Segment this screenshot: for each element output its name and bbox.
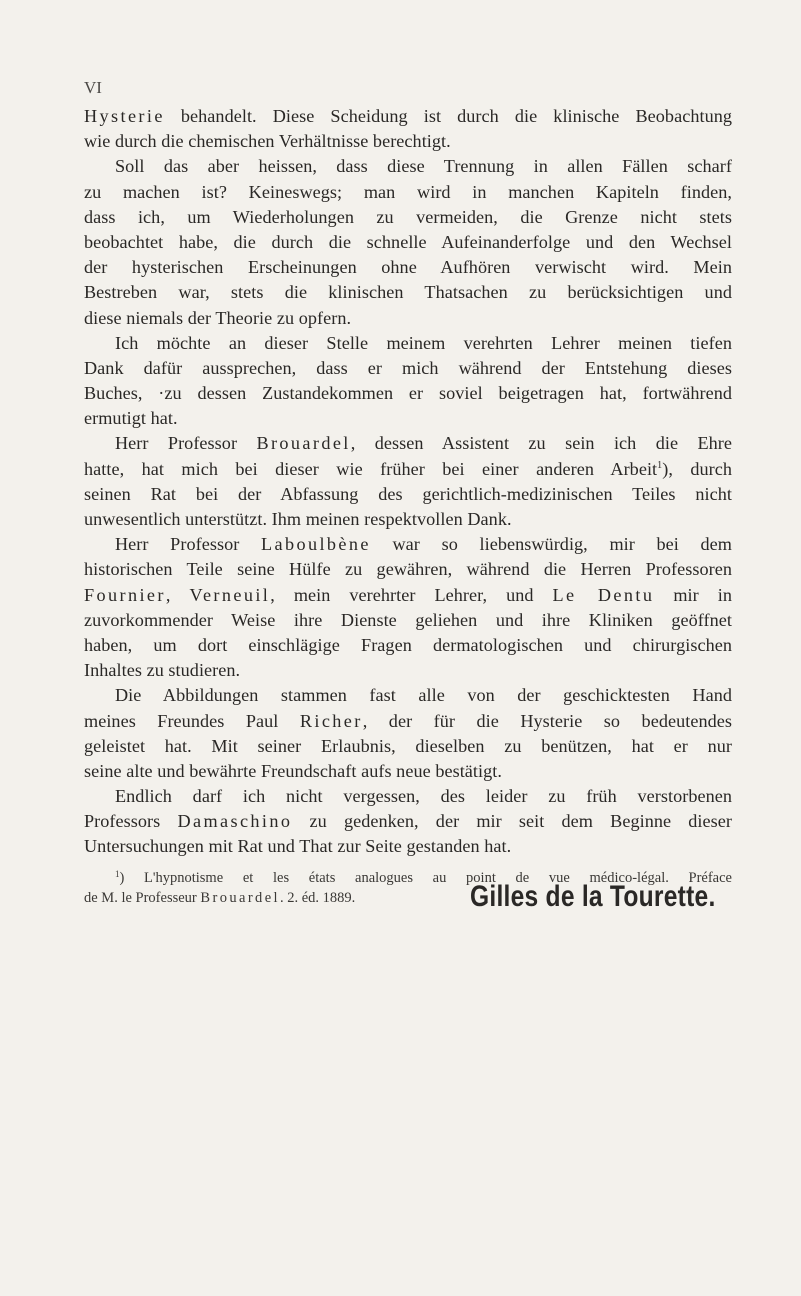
spaced-name: Richer xyxy=(299,710,363,731)
text-line: historischen Teile seine Hülfe zu gewähren, während die Herren Professoren xyxy=(84,559,732,580)
text-line: beobachtet habe, die durch die schnelle Aufeinanderfolge und den Wechsel xyxy=(84,231,732,252)
spaced-word: Hysterie xyxy=(84,106,165,126)
spaced-name: Verneuil xyxy=(189,584,271,605)
text-line: geleistet hat. Mit seiner Erlaubnis, dieselben zu benützen, hat er nur xyxy=(84,735,732,756)
text-line: Bestreben war, stets die klinischen Thatsachen zu berücksichtigen und xyxy=(84,282,732,303)
paragraph-start: Soll das aber heissen, dass diese Trennung in allen Fällen scharf xyxy=(115,156,732,177)
spaced-name: Brouardel xyxy=(200,889,280,906)
page-number: VI xyxy=(84,78,102,97)
footnote-reference: 1 xyxy=(657,459,663,471)
paragraph-start: Endlich darf ich nicht vergessen, des leider zu früh verstorbenen xyxy=(115,786,732,807)
text-line: Untersuchungen mit Rat und That zur Seite gestanden hat. xyxy=(84,836,512,857)
footnote-line: $^1$) L'hypnotisme et les états analogues au point de vue médico-légal. Préface xyxy=(115,868,732,886)
text-line: haben, um dort einschlägige Fragen dermatologischen und chirurgischen xyxy=(84,634,732,655)
footnote-mark: 1 xyxy=(115,868,120,879)
text-line: zuvorkommender Weise ihre Dienste geliehen und ihre Kliniken geöffnet xyxy=(84,609,732,630)
paragraph-start: Die Abbildungen stammen fast alle von der geschicktesten Hand xyxy=(115,685,732,706)
text-line: Inhaltes zu studieren. xyxy=(84,660,241,681)
spaced-name: Damaschino xyxy=(177,811,293,832)
paragraph-start: Herr Professor Laboulbène war so liebenswürdig, mir bei dem xyxy=(115,534,732,555)
spaced-name: Laboulbène xyxy=(260,534,371,555)
text-line: seinen Rat bei der Abfassung des gerichtlich-medizinischen Teiles nicht xyxy=(84,483,732,504)
text-line: wie durch die chemischen Verhältnisse berechtigt. xyxy=(84,131,451,152)
text-line: meines Freundes Paul Richer, der für die Hysterie so bedeutendes xyxy=(84,710,732,731)
paragraph-start: Ich möchte an dieser Stelle meinem verehrten Lehrer meinen tiefen xyxy=(115,332,732,353)
text-line: dass ich, um Wiederholungen zu vermeiden, die Grenze nicht stets xyxy=(84,206,732,227)
text-line: Professors Damaschino zu gedenken, der mir seit dem Beginne dieser xyxy=(84,811,732,832)
text-line: diese niemals der Theorie zu opfern. xyxy=(84,307,352,328)
text-line: ermutigt hat. xyxy=(84,408,178,429)
spaced-name: Fournier xyxy=(84,584,166,605)
spaced-name: Brouardel xyxy=(256,433,351,454)
spaced-name: Le Dentu xyxy=(552,584,655,605)
text-line: hatte, hat mich bei dieser wie früher bei einer anderen Arbeit$^1$), durch xyxy=(84,458,732,479)
text-line: Dank dafür aussprechen, dass er mich während der Entstehung dieses xyxy=(84,357,732,378)
author-signature: Gilles de la Tourette. xyxy=(470,880,716,913)
text-line: der hysterischen Erscheinungen ohne Aufhören verwischt wird. Mein xyxy=(84,257,732,278)
body-text xyxy=(84,104,732,908)
text-line: Fournier, Verneuil, mein verehrter Lehrer, und Le Dentu mir in xyxy=(84,584,732,605)
footnote-line: de M. le Professeur Brouardel. 2. éd. 1889. xyxy=(84,889,356,906)
text-line: Hysterie behandelt. Diese Scheidung ist durch die klinische Beobachtung xyxy=(84,106,732,126)
paragraph-start: Herr Professor Brouardel, dessen Assistent zu sein ich die Ehre xyxy=(115,433,732,454)
text-line: Buches, ·zu dessen Zustandekommen er soviel beigetragen hat, fortwährend xyxy=(84,383,732,404)
text-line: unwesentlich unterstützt. Ihm meinen respektvollen Dank. xyxy=(84,509,512,529)
text-line: seine alte und bewährte Freundschaft aufs neue bestätigt. xyxy=(84,760,502,781)
text-line: zu machen ist? Keineswegs; man wird in manchen Kapiteln finden, xyxy=(84,181,732,202)
